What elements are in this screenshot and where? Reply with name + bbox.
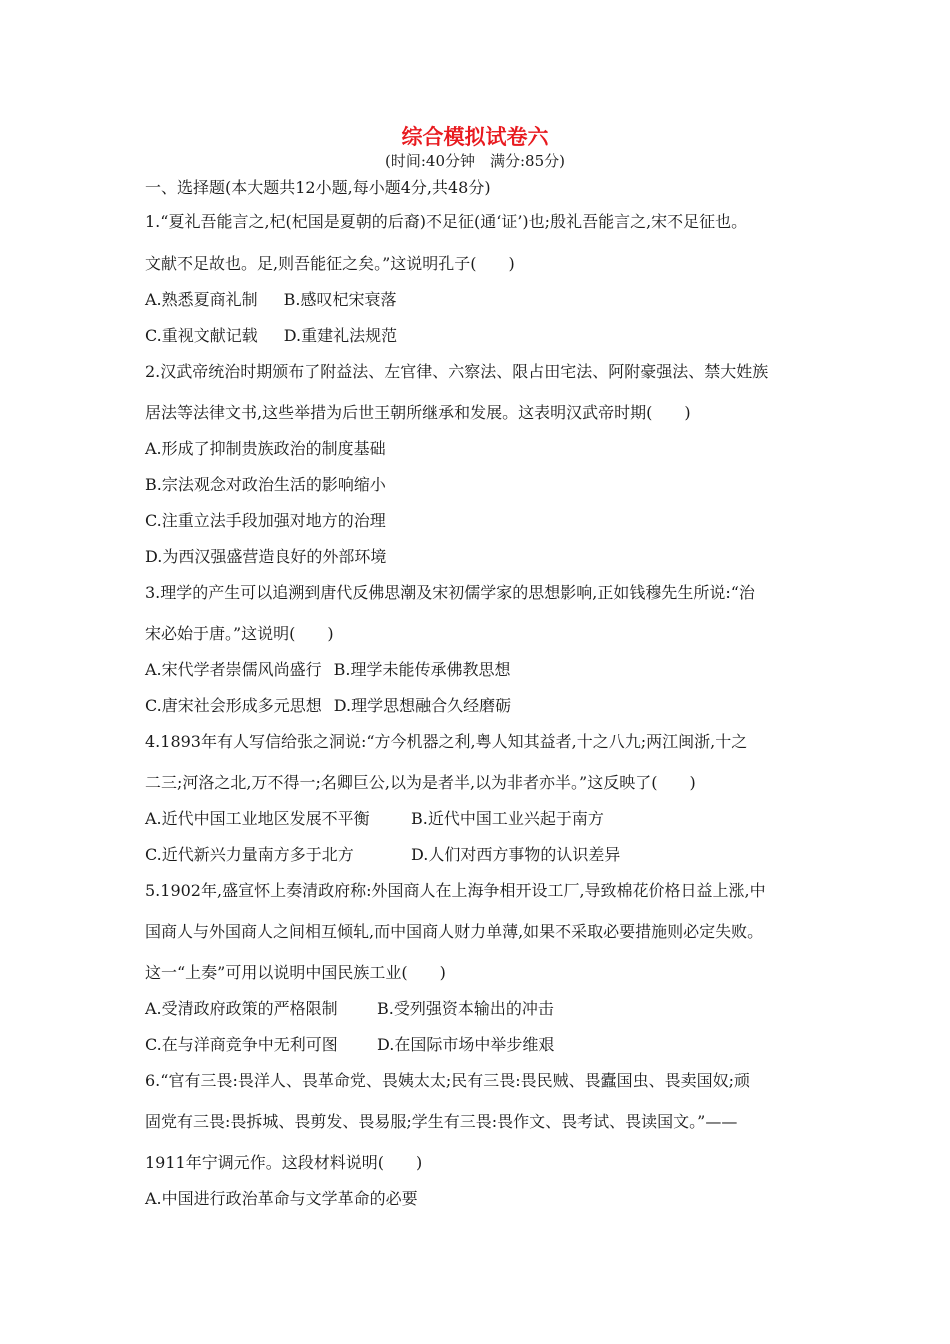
question-4-line-1: 4.1893年有人写信给张之洞说:“方今机器之利,粤人知其益者,十之八九;两江闽浙,十之 (145, 732, 748, 751)
question-3-options-row-1 (145, 660, 511, 680)
q6-option-a[interactable]: A.中国进行政治革命与文学革命的必要 (145, 1189, 418, 1208)
q1-option-c[interactable]: C.重视文献记载 (145, 326, 258, 345)
exam-info: (时间:40分钟 满分:85分) (385, 152, 565, 170)
q3-option-b[interactable]: B.理学未能传承佛教思想 (333, 660, 511, 679)
q1-option-d[interactable]: D.重建礼法规范 (283, 326, 398, 345)
q5-option-a[interactable]: A.受清政府政策的严格限制 (145, 999, 338, 1018)
q3-option-d[interactable]: D.理学思想融合久经磨砺 (333, 696, 512, 715)
question-1-options-row-1 (145, 290, 397, 310)
q5-option-b[interactable]: B.受列强资本输出的冲击 (377, 999, 554, 1018)
question-5-options-row-1 (145, 999, 554, 1019)
q4-option-d[interactable]: D.人们对西方事物的认识差异 (411, 845, 621, 864)
q1-option-a[interactable]: A.熟悉夏商礼制 (145, 290, 258, 309)
q5-option-c[interactable]: C.在与洋商竞争中无利可图 (145, 1035, 338, 1054)
question-4-line-2: 二三;河洛之北,万不得一;名卿巨公,以为是者半,以为非者亦半。”这反映了( ) (145, 773, 696, 792)
section-heading: 一、选择题(本大题共12小题,每小题4分,共48分) (145, 178, 491, 197)
question-4-options-row-2 (145, 845, 620, 865)
question-2-line-1: 2.汉武帝统治时期颁布了附益法、左官律、六察法、限占田宅法、阿附豪强法、禁大姓族 (145, 362, 769, 381)
q2-option-c[interactable]: C.注重立法手段加强对地方的治理 (145, 511, 386, 530)
page-title: 综合模拟试卷六 (401, 125, 549, 149)
q5-option-d[interactable]: D.在国际市场中举步维艰 (377, 1035, 555, 1054)
question-1-line-2: 文献不足故也。足,则吾能征之矣。”这说明孔子( ) (145, 254, 515, 273)
question-5-line-3: 这一“上奏”可用以说明中国民族工业( ) (145, 963, 446, 982)
question-1-line-1: 1.“夏礼吾能言之,杞(杞国是夏朝的后裔)不足征(通‘证’)也;殷礼吾能言之,宋不足征也。 (145, 212, 748, 231)
question-5-line-2: 国商人与外国商人之间相互倾轧,而中国商人财力单薄,如果不采取必要措施则必定失败。 (145, 922, 764, 941)
question-2-line-2: 居法等法律文书,这些举措为后世王朝所继承和发展。这表明汉武帝时期( ) (145, 403, 691, 422)
question-6-line-2: 固党有三畏:畏拆城、畏剪发、畏易服;学生有三畏:畏作文、畏考试、畏读国文。”—— (145, 1112, 738, 1131)
question-3-options-row-2 (145, 696, 511, 716)
q4-option-c[interactable]: C.近代新兴力量南方多于北方 (145, 845, 354, 864)
q2-option-a[interactable]: A.形成了抑制贵族政治的制度基础 (145, 439, 386, 458)
q4-option-a[interactable]: A.近代中国工业地区发展不平衡 (145, 809, 370, 828)
question-6-line-1: 6.“官有三畏:畏洋人、畏革命党、畏姨太太;民有三畏:畏民贼、畏蠹国虫、畏卖国奴;顽 (145, 1071, 751, 1090)
q3-option-c[interactable]: C.唐宋社会形成多元思想 (145, 696, 322, 715)
q2-option-b[interactable]: B.宗法观念对政治生活的影响缩小 (145, 475, 386, 494)
question-6-line-3: 1911年宁调元作。这段材料说明( ) (145, 1153, 423, 1172)
question-5-options-row-2 (145, 1035, 554, 1055)
q2-option-d[interactable]: D.为西汉强盛营造良好的外部环境 (145, 547, 387, 566)
q3-option-a[interactable]: A.宋代学者崇儒风尚盛行 (145, 660, 322, 679)
question-1-options-row-2 (145, 326, 397, 346)
q1-option-b[interactable]: B.感叹杞宋衰落 (283, 290, 397, 309)
question-5-line-1: 5.1902年,盛宣怀上奏清政府称:外国商人在上海争相开设工厂,导致棉花价格日益上涨,中 (145, 881, 766, 900)
question-4-options-row-1 (145, 809, 604, 829)
question-3-line-2: 宋必始于唐。”这说明( ) (145, 624, 334, 643)
question-3-line-1: 3.理学的产生可以追溯到唐代反佛思潮及宋初儒学家的思想影响,正如钱穆先生所说:“治 (145, 583, 755, 602)
q4-option-b[interactable]: B.近代中国工业兴起于南方 (411, 809, 604, 828)
